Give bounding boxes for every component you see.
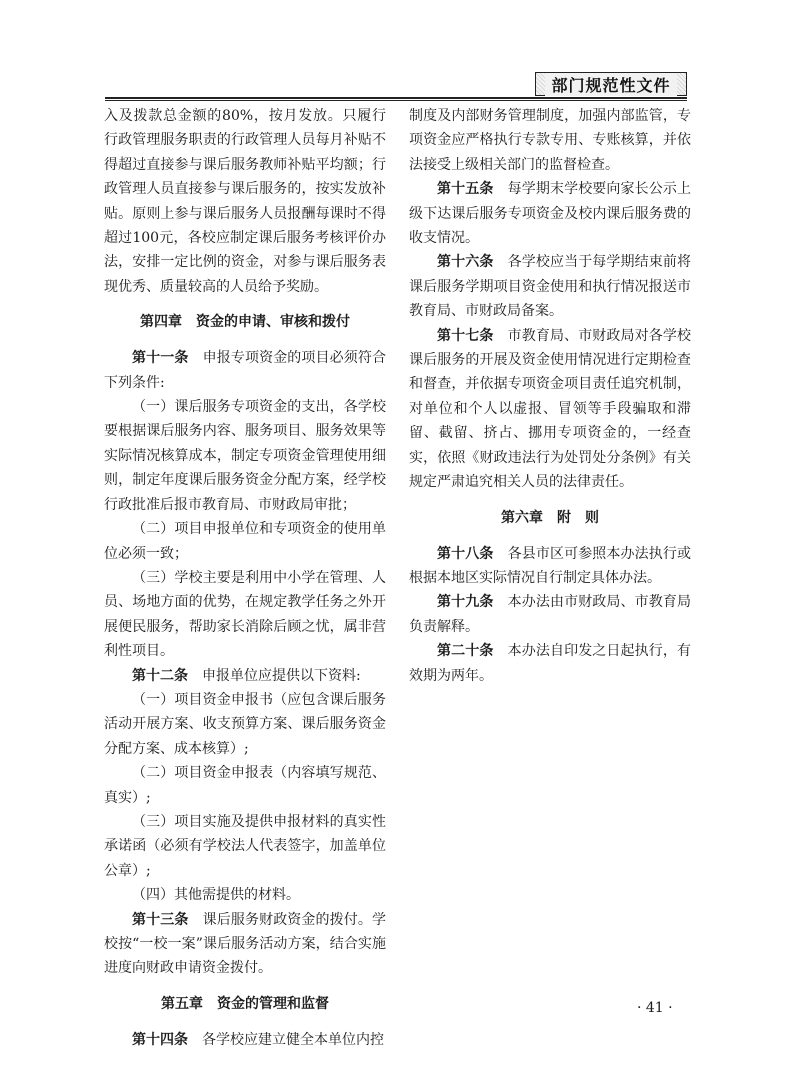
article-19 [409, 590, 691, 639]
article-11 [104, 346, 386, 395]
article-text: 各县市区可参照本办法执行或根据本地区实际情况自行制定具体办法。 [409, 545, 692, 586]
article-label: 第十七条 [437, 327, 494, 344]
chapter-6-heading: 第六章 附 则 [501, 509, 599, 526]
article-15 [409, 177, 691, 250]
article-label: 第十一条 [132, 350, 189, 367]
chapter-4-heading: 第四章 资金的申请、审核和拨付 [140, 314, 350, 331]
article-text: 市教育局、市财政局对各学校课后服务的开展及资金使用情况进行定期检查和督查，并依据专项资金项目责任追究机制，对单位和个人以虚报、冒领等手段骗取和滞留、截留、挤占、挪用专项资金的，一经查实，依照《财政违法行为处罚处分条例》有关规定严肃追究相关人员的法律责任。 [409, 327, 692, 491]
article-11-item-1: （一）课后服务专项资金的支出，各学校要根据课后服务内容、服务项目、服务效果等实际情况核算成本，制定专项资金管理使用细则，制定年度课后服务资金分配方案，经学校行政批准后报市教育局、市财政局审批； [104, 399, 386, 513]
article-text: 课后服务财政资金的拨付。学校按“一校一案”课后服务活动方案，结合实施进度向财政申请资金拨付。 [104, 911, 387, 977]
chapter-5-heading: 第五章 资金的管理和监督 [161, 995, 329, 1012]
section-tag [535, 72, 687, 96]
article-label: 第十三条 [132, 911, 189, 928]
article-label: 第十四条 [132, 1031, 188, 1048]
article-label: 第十八条 [437, 545, 494, 562]
article-label: 第十六条 [437, 254, 494, 271]
article-13 [104, 908, 386, 981]
page-number: · 41 · [637, 1000, 673, 1016]
paragraph: 入及拨款总金额的80%，按月发放。只履行行政管理服务职责的行政管理人员每月补贴不得超过直接参与课后服务教师补贴平均额；行政管理人员直接参与课后服务的，按实发放补贴。原则上参与课后服务人员报酬每课时不得超过100元，各校应制定课后服务考核评价办法，安排一定比例的资金，对参与课后服务表现优秀、质量较高的人员给予奖励。 [104, 108, 386, 295]
article-12-item-1: （一）项目资金申报书（应包含课后服务活动开展方案、收支预算方案、课后服务资金分配方案、成本核算）; [104, 691, 386, 757]
article-12-item-2: （二）项目资金申报表（内容填写规范、真实）; [104, 765, 386, 806]
article-12-item-4: （四）其他需提供的材料。 [132, 887, 300, 904]
article-11-item-3: （三）学校主要是利用中小学在管理、人员、场地方面的优势，在规定教学任务之外开展便民服务，帮助家长消除后顾之忧，属非营利性项目。 [104, 569, 386, 660]
article-text: 申报单位应提供以下资料: [188, 667, 361, 684]
article-label: 第十五条 [437, 181, 494, 198]
header-divider [105, 97, 687, 99]
article-label: 第二十条 [437, 643, 494, 660]
article-text: 申报专项资金的项目必须符合下列条件: [104, 350, 387, 391]
paragraph: 制度及内部财务管理制度，加强内部监管，专项资金应严格执行专款专用、专账核算，并依法接受上级相关部门的监督检查。 [409, 108, 691, 173]
article-label: 第十九条 [437, 594, 494, 611]
article-18 [409, 542, 691, 591]
article-text: 本办法自印发之日起执行，有效期为两年。 [409, 643, 692, 684]
left-column [104, 104, 386, 1052]
article-text: 本办法由市财政局、市教育局负责解释。 [409, 594, 692, 635]
article-label: 第十二条 [132, 667, 188, 684]
article-text: 各学校应当于每学期结束前将课后服务学期项目资金使用和执行情况报送市教育局、市财政局备案。 [409, 254, 692, 320]
article-17 [409, 324, 691, 495]
article-12 [104, 664, 386, 688]
section-tag-label: 部门规范性文件 [545, 73, 676, 96]
article-12-item-3: （三）项目实施及提供申报材料的真实性承诺函（必须有学校法人代表签字，加盖单位公章）; [104, 813, 386, 879]
article-text: 各学校应建立健全本单位内控 [188, 1031, 384, 1048]
right-column [409, 104, 691, 688]
article-20 [409, 639, 691, 688]
article-11-item-2: （二）项目申报单位和专项资金的使用单位必须一致； [104, 521, 386, 562]
article-16 [409, 250, 691, 323]
article-text: 每学期末学校要向家长公示上级下达课后服务专项资金及校内课后服务费的收支情况。 [409, 181, 692, 247]
header-divider-thin [105, 100, 687, 101]
article-14 [104, 1028, 386, 1052]
